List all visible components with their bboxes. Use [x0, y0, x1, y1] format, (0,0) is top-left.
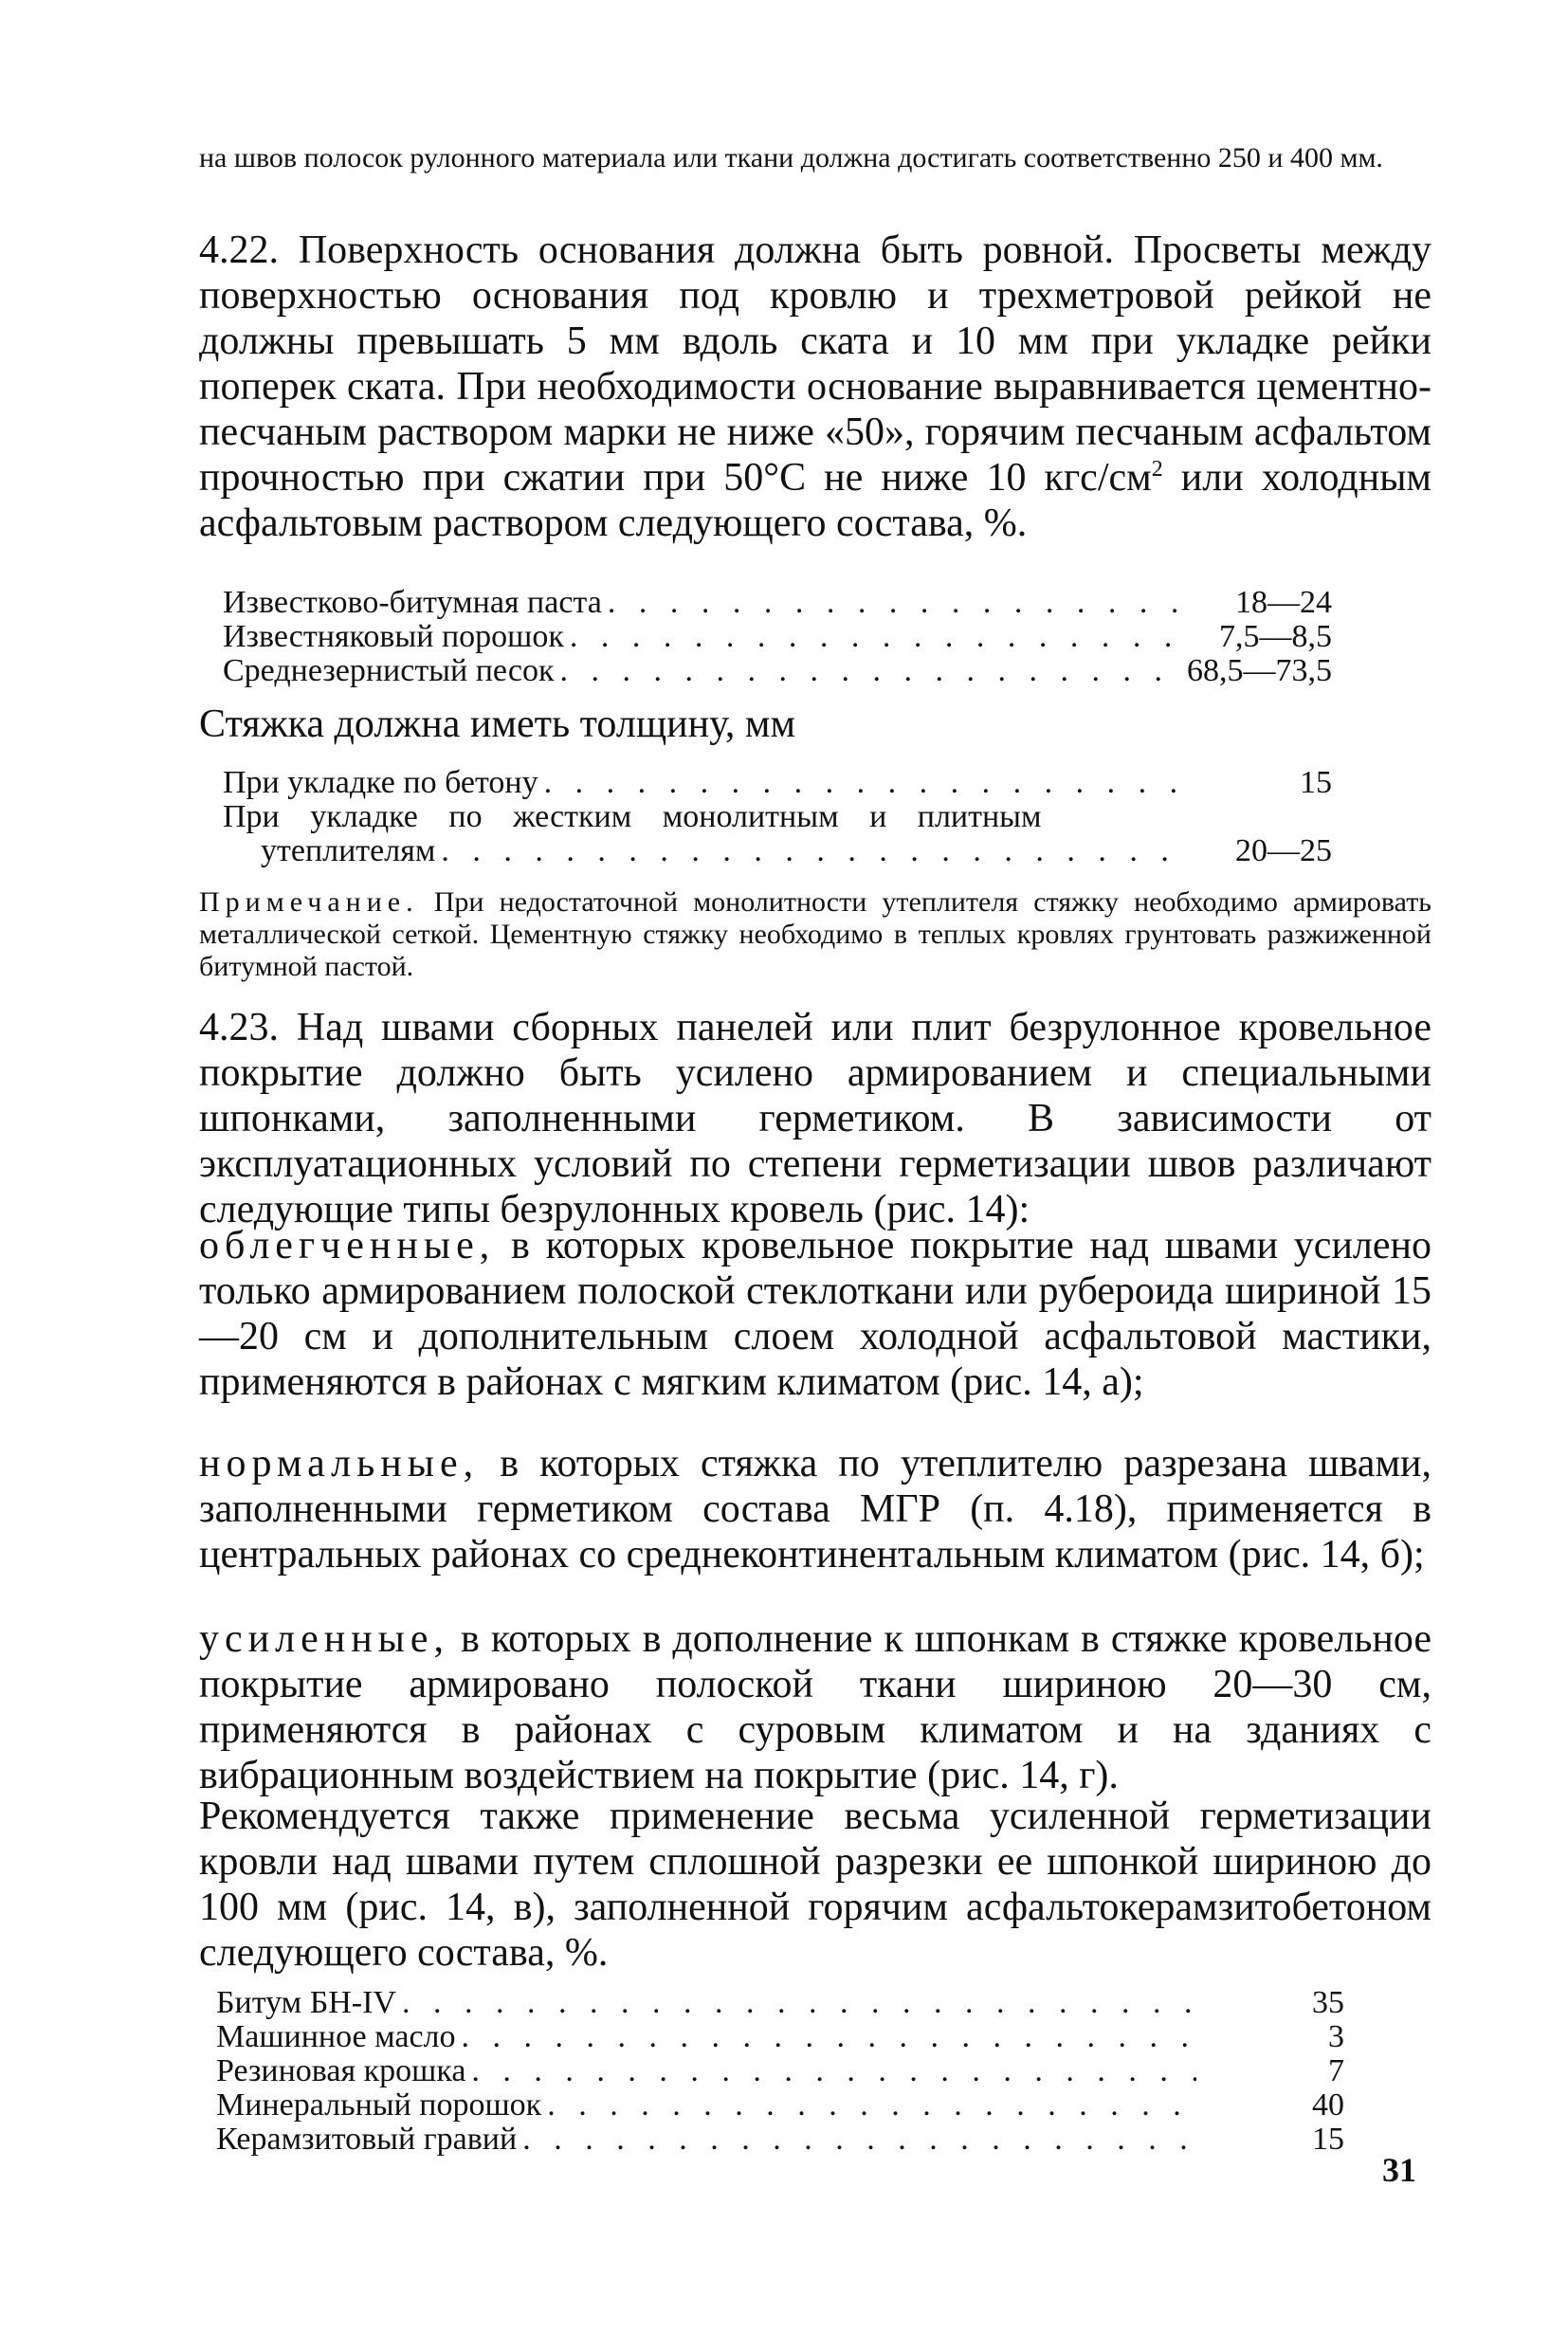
intro-paragraph: [199, 142, 1431, 174]
list-item: Машинное масло . . . 3: [216, 2020, 1344, 2054]
list-item: Резиновая крошка . . . 7: [216, 2054, 1344, 2088]
list-item: Битум БН-IV . . . 35: [216, 1986, 1344, 2020]
list-item: Известняковый порошок . . . 7,5—8,5: [223, 620, 1332, 654]
note-label: Примечание.: [199, 886, 419, 918]
type-normal: [199, 1441, 1431, 1577]
type-label: усиленные,: [199, 1617, 450, 1661]
section-body-end: или холодным асфальтовым раствором следующего состава, %.: [199, 456, 1431, 545]
section-4-23: [199, 1005, 1431, 1232]
section-4-22: [199, 228, 1431, 546]
type-lightweight: [199, 1223, 1431, 1405]
list-item: Среднезернистый песок . . . 68,5—73,5: [223, 654, 1332, 688]
type-reinforced: [199, 1616, 1431, 1798]
screed-heading: Стяжка должна иметь толщину, мм: [199, 702, 796, 746]
type-text: в которых в дополнение к шпонкам в стяжке кровельное покрытие армировано полоской ткани шириною 20—30 см, применяются в районах с суровым климатом и на зданиях с вибрационным воздействием на покрытие (рис. 14, г).: [199, 1617, 1431, 1797]
type-text: в которых стяжка по утеплителю разрезана швами, заполненными герметиком состава МГР (п. 4.18), применяется в центральных районах со среднеконтинентальным климатом (рис. 14, б);: [199, 1442, 1431, 1576]
continuation-text: на швов полосок рулонного материала или ткани должна достигать соответственно 250 и 400 мм.: [199, 142, 1383, 173]
section-number: 4.23.: [199, 1006, 279, 1049]
type-label: облегченные,: [199, 1224, 496, 1267]
section-body: Над швами сборных панелей или плит безрулонное кровельное покрытие должно быть усилено армированием и специальными шпонками, заполненными герметиком. В зависимости от эксплуатационных условий по степени герметизации швов различают следующие типы безрулонных кровель (рис. 14):: [199, 1006, 1431, 1231]
page-number: 31: [1382, 2151, 1416, 2189]
type-label: нормальные,: [199, 1442, 480, 1485]
section-body: Поверхность основания должна быть ровной. Просветы между поверхностью основания под кровлю и трехметровой рейкой не должны превышать 5 мм вдоль ската и 10 мм при укладке рейки поперек ската. При необходимости основание выравнивается цементно-песчаным раствором марки не ниже «50», горячим песчаным асфальтом прочностью при сжатии при 50°С не ниже 10 кгс/см: [199, 228, 1431, 500]
list-item: Минеральный порошок . . . 40: [216, 2088, 1344, 2123]
list-item: При укладке по жестким монолитным и плитным: [223, 799, 1042, 834]
type-text: в которых кровельное покрытие над швами усилено только армированием полоской стеклоткани или рубероида шириной 15—20 см и дополнительным слоем холодной асфальтовой мастики, применяются в районах с мягким климатом (рис. 14, а);: [199, 1224, 1431, 1404]
note: [199, 886, 1431, 983]
section-4-22-text: [199, 228, 1431, 546]
section-number: 4.22.: [199, 228, 279, 272]
superscript: 2: [1151, 457, 1163, 482]
recommendation: Рекомендуется также применение весьма усиленной герметизации кровли над швами путем сплошной разрезки ее шпонкой шириною до 100 мм (рис. 14, в), заполненной горячим асфальтокерамзитобетоном следующего состава, %.: [199, 1795, 1431, 1975]
composition-list-2: [216, 1986, 1344, 2157]
list-item: При укладке по бетону . . . 15: [223, 766, 1332, 800]
list-item: Керамзитовый гравий . . . 15: [216, 2123, 1344, 2157]
list-item: Известково-битумная паста . . . 18—24: [223, 586, 1332, 620]
list-item: утеплителям . . . 20—25: [223, 834, 1332, 868]
composition-list-1: [223, 586, 1332, 688]
screed-list: [223, 766, 1332, 868]
note-text: При недостаточной монолитности утеплителя стяжку необходимо армировать металлической сеткой. Цементную стяжку необходимо в теплых кровлях грунтовать разжиженной битумной пастой.: [199, 886, 1431, 982]
